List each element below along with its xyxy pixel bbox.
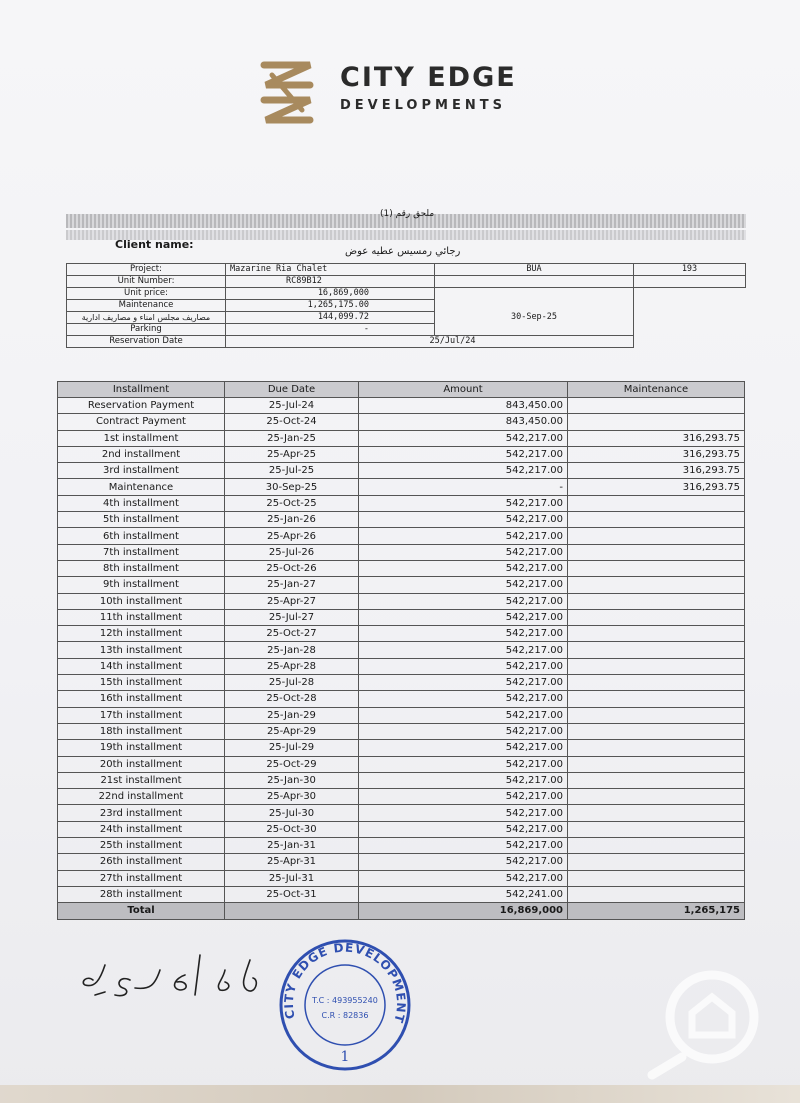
column-header-due-date: Due Date: [225, 382, 359, 398]
reservation-row: [67, 336, 746, 348]
installment-name-cell: 12th installment: [58, 626, 225, 642]
due-date-cell: 25-Oct-29: [225, 756, 359, 772]
fees-value: 144,099.72: [226, 312, 435, 324]
amount-cell: 542,217.00: [359, 675, 568, 691]
maintenance-cell: 316,293.75: [568, 430, 745, 446]
fees-date: 30-Sep-25: [435, 312, 634, 324]
price-row: [67, 288, 746, 300]
unit-label: Unit Number:: [67, 276, 226, 288]
installment-name-cell: 20th installment: [58, 756, 225, 772]
installment-name-cell: 5th installment: [58, 512, 225, 528]
column-header-maintenance: Maintenance: [568, 382, 745, 398]
table-row: [58, 658, 745, 674]
maintenance-cell: [568, 789, 745, 805]
installment-name-cell: 10th installment: [58, 593, 225, 609]
schedule-body: [58, 398, 745, 903]
table-row: [58, 642, 745, 658]
maintenance-cell: [568, 528, 745, 544]
amount-cell: 542,217.00: [359, 560, 568, 576]
installment-name-cell: 18th installment: [58, 723, 225, 739]
maintenance-cell: [568, 414, 745, 430]
due-date-cell: 25-Jul-31: [225, 870, 359, 886]
parking-value: -: [226, 324, 435, 336]
installment-name-cell: 25th installment: [58, 838, 225, 854]
amount-cell: 542,217.00: [359, 740, 568, 756]
installment-name-cell: 28th installment: [58, 886, 225, 902]
maintenance-cell: [568, 560, 745, 576]
amount-cell: 542,217.00: [359, 658, 568, 674]
table-row: [58, 723, 745, 739]
installment-name-cell: 27th installment: [58, 870, 225, 886]
installment-name-cell: 11th installment: [58, 609, 225, 625]
maintenance-cell: [568, 756, 745, 772]
table-row: [58, 414, 745, 430]
table-row: [58, 446, 745, 462]
amount-cell: 843,450.00: [359, 398, 568, 414]
reservation-label: Reservation Date: [67, 336, 226, 348]
brand-name: CITY EDGE: [340, 62, 517, 93]
due-date-cell: 25-Apr-31: [225, 854, 359, 870]
parking-row: [67, 324, 746, 336]
due-date-cell: 25-Jul-26: [225, 544, 359, 560]
stamp-number: 1: [340, 1049, 350, 1065]
installment-name-cell: Maintenance: [58, 479, 225, 495]
annex-title: ملحق رقم (1): [380, 209, 435, 219]
table-row: [58, 886, 745, 902]
maintenance-cell: [568, 838, 745, 854]
maintenance-cell: [568, 609, 745, 625]
amount-cell: 542,217.00: [359, 772, 568, 788]
due-date-cell: 25-Apr-30: [225, 789, 359, 805]
table-row: [58, 512, 745, 528]
company-stamp: [275, 933, 415, 1073]
table-row: [58, 707, 745, 723]
due-date-cell: 25-Apr-26: [225, 528, 359, 544]
due-date-cell: 25-Jan-27: [225, 577, 359, 593]
table-row: [58, 544, 745, 560]
due-date-cell: 30-Sep-25: [225, 479, 359, 495]
amount-cell: 542,217.00: [359, 756, 568, 772]
fees-row: [67, 312, 746, 324]
brand-subtitle: DEVELOPMENTS: [340, 98, 506, 113]
maintenance-cell: [568, 495, 745, 511]
total-label: Total: [58, 903, 225, 919]
due-date-cell: 25-Oct-25: [225, 495, 359, 511]
bottom-edge: [0, 1085, 800, 1103]
amount-cell: 542,217.00: [359, 512, 568, 528]
table-row: [58, 740, 745, 756]
table-row: [58, 691, 745, 707]
bua-value: 193: [634, 264, 746, 276]
amount-cell: 542,217.00: [359, 805, 568, 821]
amount-cell: 542,217.00: [359, 446, 568, 462]
installment-schedule-table: [57, 381, 745, 920]
installment-name-cell: Reservation Payment: [58, 398, 225, 414]
table-row: [58, 430, 745, 446]
maintenance-cell: [568, 772, 745, 788]
due-date-cell: 25-Jan-29: [225, 707, 359, 723]
due-date-cell: 25-Oct-28: [225, 691, 359, 707]
stamp-tc: T.C : 493955240: [312, 996, 378, 1005]
installment-name-cell: 24th installment: [58, 821, 225, 837]
total-row: [58, 903, 745, 919]
table-row: [58, 675, 745, 691]
table-row: [58, 609, 745, 625]
handwritten-signature: [75, 940, 275, 1020]
amount-cell: 542,217.00: [359, 463, 568, 479]
amount-cell: 542,217.00: [359, 707, 568, 723]
table-row: [58, 756, 745, 772]
table-row: [58, 838, 745, 854]
table-row: [58, 854, 745, 870]
installment-name-cell: 21st installment: [58, 772, 225, 788]
reservation-value: 25/Jul/24: [226, 336, 634, 348]
due-date-cell: 25-Jan-30: [225, 772, 359, 788]
due-date-cell: 25-Apr-25: [225, 446, 359, 462]
client-name: رجائي رمسيس عطيه عوض: [345, 246, 461, 257]
home-search-watermark-icon: [640, 965, 775, 1080]
table-row: [58, 821, 745, 837]
due-date-cell: 25-Oct-30: [225, 821, 359, 837]
maintenance-row: [67, 300, 746, 312]
maintenance-cell: [568, 691, 745, 707]
maintenance-cell: [568, 821, 745, 837]
table-row: [58, 463, 745, 479]
schedule-header-row: [58, 382, 745, 398]
amount-cell: 542,217.00: [359, 495, 568, 511]
due-date-cell: 25-Jul-30: [225, 805, 359, 821]
installment-name-cell: 17th installment: [58, 707, 225, 723]
amount-cell: 542,217.00: [359, 870, 568, 886]
due-date-cell: 25-Oct-26: [225, 560, 359, 576]
amount-cell: 542,241.00: [359, 886, 568, 902]
maintenance-cell: [568, 512, 745, 528]
table-row: [58, 577, 745, 593]
maintenance-cell: [568, 723, 745, 739]
installment-name-cell: 9th installment: [58, 577, 225, 593]
installment-name-cell: 22nd installment: [58, 789, 225, 805]
installment-name-cell: 26th installment: [58, 854, 225, 870]
table-row: [58, 772, 745, 788]
table-row: [58, 398, 745, 414]
amount-cell: -: [359, 479, 568, 495]
amount-cell: 542,217.00: [359, 821, 568, 837]
due-date-cell: 25-Jan-28: [225, 642, 359, 658]
maintenance-cell: 316,293.75: [568, 479, 745, 495]
maintenance-label: Maintenance: [67, 300, 226, 312]
maintenance-cell: [568, 398, 745, 414]
amount-cell: 843,450.00: [359, 414, 568, 430]
maintenance-value: 1,265,175.00: [226, 300, 435, 312]
maintenance-cell: 316,293.75: [568, 446, 745, 462]
amount-cell: 542,217.00: [359, 577, 568, 593]
due-date-cell: 25-Jul-27: [225, 609, 359, 625]
project-row: [67, 264, 746, 276]
amount-cell: 542,217.00: [359, 838, 568, 854]
due-date-cell: 25-Oct-27: [225, 626, 359, 642]
unit-value: RC89B12: [226, 276, 435, 288]
installment-name-cell: 6th installment: [58, 528, 225, 544]
amount-cell: 542,217.00: [359, 430, 568, 446]
installment-name-cell: 7th installment: [58, 544, 225, 560]
table-row: [58, 626, 745, 642]
installment-name-cell: 15th installment: [58, 675, 225, 691]
amount-cell: 542,217.00: [359, 544, 568, 560]
amount-cell: 542,217.00: [359, 854, 568, 870]
parking-label: Parking: [67, 324, 226, 336]
total-maintenance: 1,265,175: [568, 903, 745, 919]
project-info-table: [66, 263, 746, 348]
table-row: [58, 870, 745, 886]
amount-cell: 542,217.00: [359, 642, 568, 658]
city-edge-logo-icon: [252, 55, 322, 130]
table-row: [58, 479, 745, 495]
price-label: Unit price:: [67, 288, 226, 300]
due-date-cell: 25-Jan-25: [225, 430, 359, 446]
total-amount: 16,869,000: [359, 903, 568, 919]
amount-cell: 542,217.00: [359, 789, 568, 805]
fees-label: مصاريف مجلس امناء و مصاريف ادارية: [67, 312, 226, 324]
maintenance-cell: [568, 642, 745, 658]
price-value: 16,869,000: [226, 288, 435, 300]
due-date-cell: 25-Oct-24: [225, 414, 359, 430]
maintenance-cell: [568, 886, 745, 902]
maintenance-cell: 316,293.75: [568, 463, 745, 479]
table-row: [58, 560, 745, 576]
installment-name-cell: 4th installment: [58, 495, 225, 511]
amount-cell: 542,217.00: [359, 609, 568, 625]
maintenance-cell: [568, 626, 745, 642]
maintenance-cell: [568, 675, 745, 691]
installment-name-cell: 23rd installment: [58, 805, 225, 821]
table-row: [58, 593, 745, 609]
due-date-cell: 25-Jan-26: [225, 512, 359, 528]
maintenance-cell: [568, 870, 745, 886]
table-row: [58, 495, 745, 511]
stamp-cr: C.R : 82836: [321, 1011, 369, 1020]
installment-name-cell: 13th installment: [58, 642, 225, 658]
column-header-installment: Installment: [58, 382, 225, 398]
maintenance-cell: [568, 577, 745, 593]
maintenance-cell: [568, 658, 745, 674]
due-date-cell: 25-Apr-27: [225, 593, 359, 609]
due-date-cell: 25-Jul-24: [225, 398, 359, 414]
project-value: Mazarine Ria Chalet: [226, 264, 435, 276]
table-row: [58, 528, 745, 544]
amount-cell: 542,217.00: [359, 691, 568, 707]
amount-cell: 542,217.00: [359, 528, 568, 544]
installment-name-cell: 1st installment: [58, 430, 225, 446]
installment-name-cell: 3rd installment: [58, 463, 225, 479]
due-date-cell: 25-Jul-29: [225, 740, 359, 756]
installment-name-cell: 19th installment: [58, 740, 225, 756]
installment-name-cell: 14th installment: [58, 658, 225, 674]
maintenance-cell: [568, 740, 745, 756]
unit-row: [67, 276, 746, 288]
table-row: [58, 789, 745, 805]
project-label: Project:: [67, 264, 226, 276]
due-date-cell: 25-Oct-31: [225, 886, 359, 902]
installment-name-cell: 2nd installment: [58, 446, 225, 462]
due-date-cell: 25-Apr-28: [225, 658, 359, 674]
maintenance-cell: [568, 805, 745, 821]
maintenance-cell: [568, 707, 745, 723]
installment-name-cell: 8th installment: [58, 560, 225, 576]
amount-cell: 542,217.00: [359, 593, 568, 609]
table-row: [58, 805, 745, 821]
amount-cell: 542,217.00: [359, 723, 568, 739]
client-label: Client name:: [115, 238, 194, 251]
maintenance-cell: [568, 544, 745, 560]
amount-cell: 542,217.00: [359, 626, 568, 642]
maintenance-cell: [568, 854, 745, 870]
due-date-cell: 25-Jul-28: [225, 675, 359, 691]
due-date-cell: 25-Jan-31: [225, 838, 359, 854]
stamp-ring-text: CITY EDGE DEVELOPMENT: [281, 940, 409, 1026]
due-date-cell: 25-Jul-25: [225, 463, 359, 479]
maintenance-cell: [568, 593, 745, 609]
column-header-amount: Amount: [359, 382, 568, 398]
installment-name-cell: Contract Payment: [58, 414, 225, 430]
bua-label: BUA: [435, 264, 634, 276]
due-date-cell: 25-Apr-29: [225, 723, 359, 739]
installment-name-cell: 16th installment: [58, 691, 225, 707]
